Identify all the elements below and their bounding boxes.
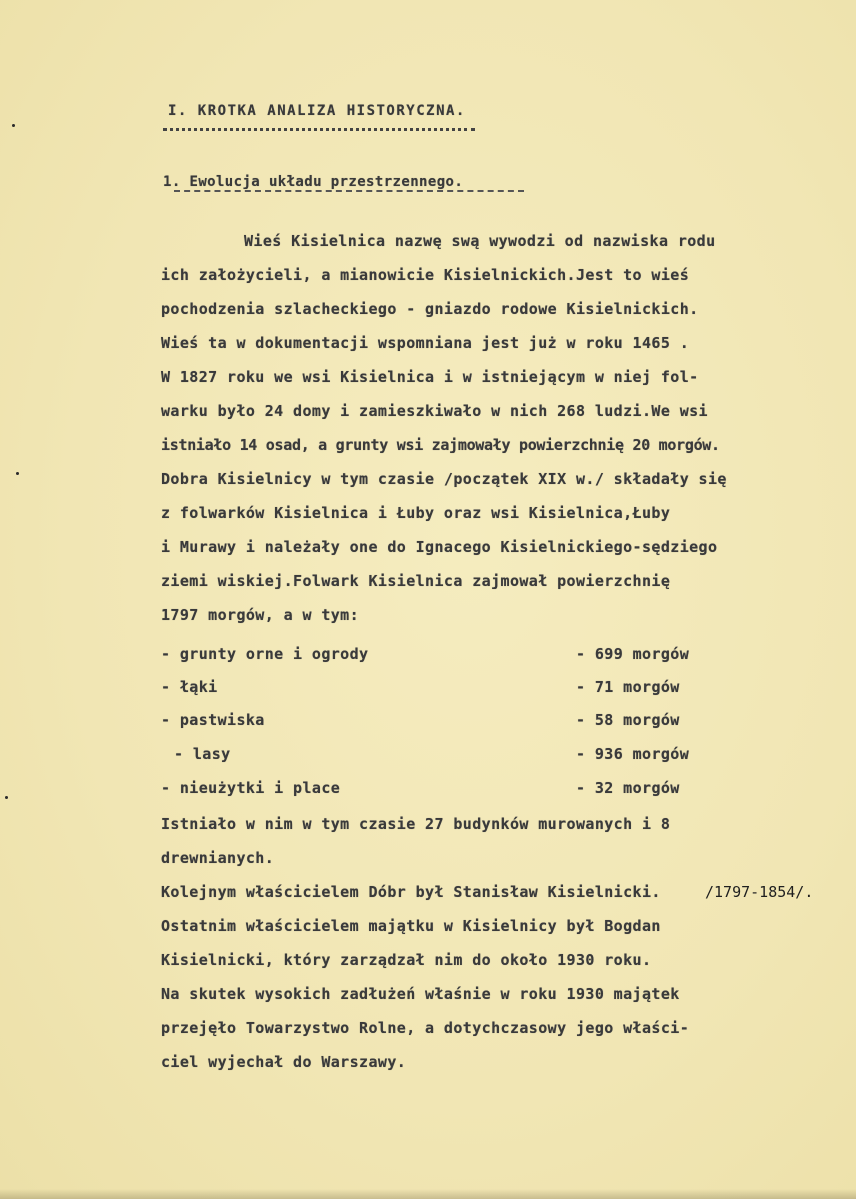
page-edge-shadow bbox=[0, 1189, 856, 1199]
paragraph-line: ziemi wiskiej.Folwark Kisielnica zajmował powierzchnię bbox=[161, 572, 671, 590]
margin-dot bbox=[5, 796, 8, 799]
land-use-label: - grunty orne i ogrody bbox=[161, 645, 369, 663]
land-use-label: - nieużytki i place bbox=[161, 779, 341, 797]
paragraph-line: Wieś Kisielnica nazwę swą wywodzi od nazwiska rodu bbox=[244, 232, 716, 250]
land-use-label: - lasy bbox=[174, 745, 231, 763]
closing-line: ciel wyjechał do Warszawy. bbox=[161, 1053, 407, 1071]
paragraph-line: Dobra Kisielnicy w tym czasie /początek XIX w./ składały się bbox=[161, 470, 727, 488]
land-use-value: - 58 morgów bbox=[576, 711, 680, 729]
land-use-label: - łąki bbox=[161, 678, 218, 696]
closing-line: przejęło Towarzystwo Rolne, a dotychczasowy jego właści- bbox=[161, 1019, 690, 1037]
section-heading-underline bbox=[174, 190, 524, 192]
typed-dates-annotation: /1797-1854/. bbox=[705, 883, 814, 901]
closing-line: Ostatnim właścicielem majątku w Kisielnicy był Bogdan bbox=[161, 917, 661, 935]
heading-underline bbox=[163, 128, 475, 131]
margin-dot bbox=[16, 472, 19, 475]
land-use-value: - 32 morgów bbox=[576, 779, 680, 797]
closing-line: Na skutek wysokich zadłużeń właśnie w roku 1930 majątek bbox=[161, 985, 680, 1003]
land-use-value: - 71 morgów bbox=[576, 678, 680, 696]
land-use-label: - pastwiska bbox=[161, 711, 265, 729]
section-heading: 1. Ewolucja układu przestrzennego. bbox=[163, 174, 464, 190]
paragraph-line: istniało 14 osad, a grunty wsi zajmowały powierzchnię 20 morgów. bbox=[161, 436, 720, 454]
document-heading: I. KROTKA ANALIZA HISTORYCZNA. bbox=[168, 103, 466, 119]
paragraph-line: W 1827 roku we wsi Kisielnica i w istniejącym w niej fol- bbox=[161, 368, 699, 386]
closing-line: drewnianych. bbox=[161, 849, 275, 867]
land-use-value: - 699 morgów bbox=[576, 645, 690, 663]
paragraph-line: Wieś ta w dokumentacji wspomniana jest już w roku 1465 . bbox=[161, 334, 690, 352]
land-use-value: - 936 morgów bbox=[576, 745, 690, 763]
closing-line: Istniało w nim w tym czasie 27 budynków murowanych i 8 bbox=[161, 815, 671, 833]
paragraph-line: 1797 morgów, a w tym: bbox=[161, 606, 360, 624]
paragraph-line: ich założycieli, a mianowicie Kisielnickich.Jest to wieś bbox=[161, 266, 690, 284]
margin-dot bbox=[12, 124, 15, 127]
closing-line: Kolejnym właścicielem Dóbr był Stanisław Kisielnicki. bbox=[161, 883, 661, 901]
paragraph-line: warku było 24 domy i zamieszkiwało w nich 268 ludzi.We wsi bbox=[161, 402, 708, 420]
paragraph-line: pochodzenia szlacheckiego - gniazdo rodowe Kisielnickich. bbox=[161, 300, 699, 318]
closing-line: Kisielnicki, który zarządzał nim do około 1930 roku. bbox=[161, 951, 652, 969]
paragraph-line: z folwarków Kisielnica i Łuby oraz wsi Kisielnica,Łuby bbox=[161, 504, 671, 522]
paragraph-line: i Murawy i należały one do Ignacego Kisielnickiego-sędziego bbox=[161, 538, 718, 556]
